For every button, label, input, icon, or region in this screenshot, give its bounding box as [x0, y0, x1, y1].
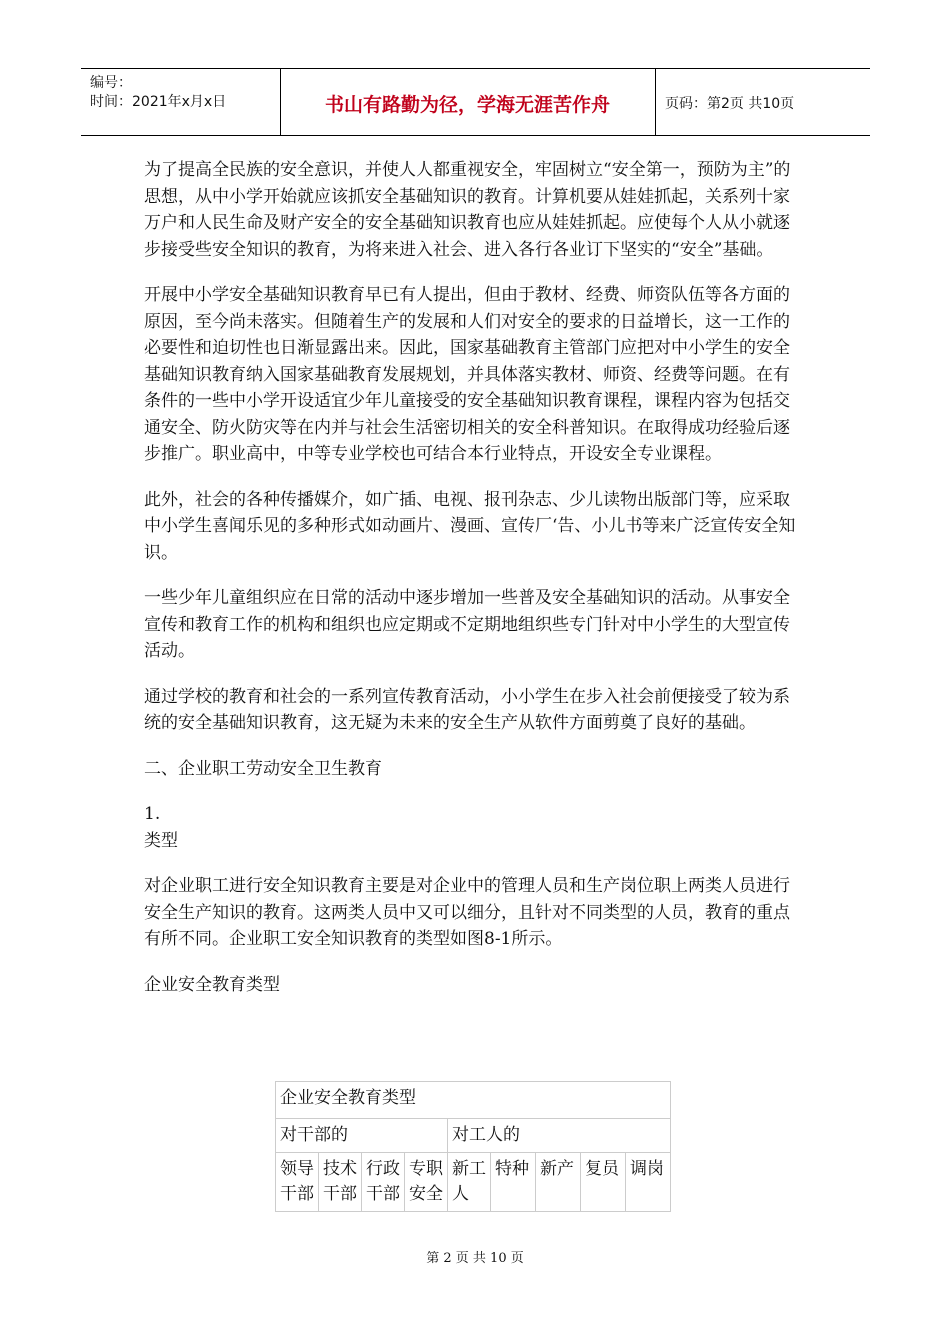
table-cell: 调岗: [626, 1153, 671, 1212]
header-page-label: 页码：第2页 共10页: [665, 96, 795, 112]
paragraph: 一些少年儿童组织应在日常的活动中逐步增加一些普及安全基础知识的活动。从事安全宣传和教育工作的机构和组织也应定期或不定期地组织些专门针对中小学生的大型宣传活动。: [144, 588, 790, 661]
header-bottom-rule: [81, 135, 870, 136]
section-heading: 二、企业职工劳动安全卫生教育: [144, 758, 382, 779]
table-cell: 领导干部: [276, 1153, 319, 1212]
table-cell: 行政干部: [362, 1153, 405, 1212]
table-cell: 专职安全: [405, 1153, 448, 1212]
header-time-label: 时间：2021年x月x日: [90, 94, 227, 110]
table-group-cadre: 对干部的: [276, 1119, 448, 1153]
paragraph: 通过学校的教育和社会的一系列宣传教育活动，小小学生在步入社会前便接受了较为系统的安全基础知识教育，这无疑为未来的安全生产从软件方面剪奠了良好的基础。: [144, 686, 790, 733]
paragraph: 此外，社会的各种传播媒介，如广插、电视、报刊杂志、少儿读物出版部门等，应采取中小学生喜闻乐见的多种形式如动画片、漫画、宣传厂‘告、小儿书等来广泛宣传安全知识。: [144, 489, 796, 563]
table-cell: 复员: [581, 1153, 626, 1212]
table-group-worker: 对工人的: [448, 1119, 671, 1153]
header-top-rule: [81, 68, 870, 69]
figure-caption: 企业安全教育类型: [144, 974, 280, 995]
header-number-label: 编号：: [90, 75, 132, 91]
table-title: 企业安全教育类型: [276, 1082, 671, 1119]
header-motto: 书山有路勤为径，学海无涯苦作舟: [324, 94, 610, 116]
header-divider-right: [655, 68, 656, 136]
paragraph: 对企业职工进行安全知识教育主要是对企业中的管理人员和生产岗位职上两类人员进行安全生产知识的教育。这两类人员中又可以细分，且针对不同类型的人员，教育的重点有所不同。企业职工安全知识教育的类型如图8-1所示。: [144, 876, 790, 949]
education-types-table: [275, 1081, 671, 1212]
table-cell: 特种: [491, 1153, 536, 1212]
section-number: 1.: [144, 804, 161, 824]
paragraph: 为了提高全民族的安全意识，并使人人都重视安全，牢固树立“安全第一，预防为主”的思想，从中小学开始就应该抓安全基础知识的教育。计算机要从娃娃抓起，关系列十家万户和人民生命及财产安全的安全基础知识教育也应从娃娃抓起。应使每个人从小就逐步接受些安全知识的教育，为将来进入社会、进入各行各业订下坚实的“安全”基础。: [144, 160, 791, 260]
table-cell: 新工人: [448, 1153, 491, 1212]
table-cell: 新产: [536, 1153, 581, 1212]
table-cell: 技术干部: [319, 1153, 362, 1212]
page-footer: 第 2 页 共 10 页: [426, 1251, 524, 1266]
paragraph: 开展中小学安全基础知识教育早已有人提出，但由于教材、经费、师资队伍等各方面的原因，至今尚未落实。但随着生产的发展和人们对安全的要求的日益增长，这一工作的必要性和迫切性也日渐显露出来。因此，国家基础教育主管部门应把对中小学生的安全基础知识教育纳入国家基础教育发展规划，并具体落实教材、师资、经费等问题。在有条件的一些中小学开设适宜少年儿童接受的安全基础知识教育课程，课程内容为包括交通安全、防火防灾等在内并与社会生活密切相关的安全科普知识。在取得成功经验后逐步推广。职业高中，中等专业学校也可结合本行业特点，开设安全专业课程。: [144, 285, 790, 464]
document-body: [144, 157, 804, 1017]
section-title: 类型: [144, 830, 178, 851]
